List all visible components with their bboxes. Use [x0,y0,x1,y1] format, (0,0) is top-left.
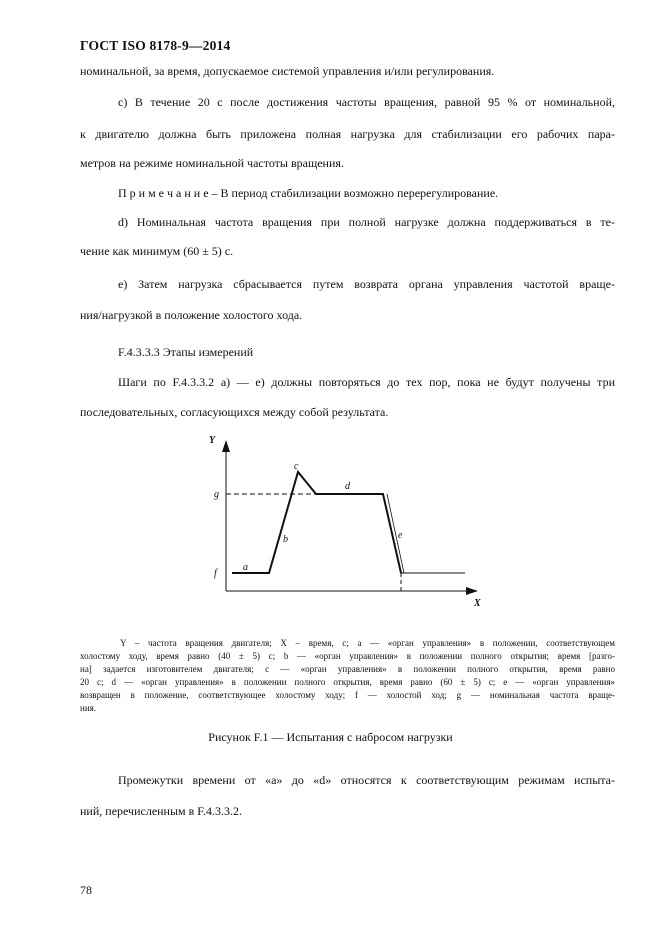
steps-line-2: последовательных, согласующихся между собой результата. [80,405,389,419]
caption-line-4: 20 с; d — «орган управления» в положении полного открытия, время равно (60 ± 5) с; e — «орган управления» [80,677,615,687]
figure-title: Рисунок F.1 — Испытания с набросом нагрузки [208,730,453,744]
level-f-label: f [214,568,217,579]
closing-line-1: Промежутки времени от «a» до «d» относятся к соответствующим режимам испыта- [118,773,615,787]
segment-e-label: e [398,530,403,541]
caption-line-3: на] задается изготовителем двигателя; c — «орган управления» в положении полного открытия, время равно [80,664,615,674]
y-axis-label: Y [209,435,216,446]
closing-line-2: ний, перечисленным в F.4.3.3.2. [80,804,243,818]
caption-line-1: Y – частота вращения двигателя; X – время, c; a — «орган управления» в положении, соответствующем [120,638,615,648]
caption-line-5: возвращен в положение, соответствующее холостому ходу; f — холостой ход; g — номинальная частота враще- [80,690,615,700]
paragraph-continuation: номинальной, за время, допускаемое системой управления и/или регулирования. [80,64,495,78]
caption-line-6: ния. [80,703,97,713]
item-d-line-1: d) Номинальная частота вращения при полной нагрузке должна поддерживаться в те- [118,215,615,229]
section-heading: F.4.3.3.3 Этапы измерений [118,345,254,359]
segment-b-label: b [283,534,288,545]
segment-c-label: c [294,461,299,472]
item-d-line-2: чение как минимум (60 ± 5) с. [80,244,234,258]
document-header: ГОСТ ISO 8178-9—2014 [80,38,231,53]
item-e-line-2: ния/нагрузкой в положение холостого хода. [80,308,303,322]
steps-line-1: Шаги по F.4.3.3.2 a) — e) должны повторяться до тех пор, пока не будут получены три [118,375,615,389]
y-axis-arrow [222,440,230,452]
page-number: 78 [80,883,92,897]
x-axis-label: X [474,598,481,609]
load-profile-curve [232,472,401,573]
item-c-line-1: c) В течение 20 с после достижения частоты вращения, равной 95 % от номинальной, [118,95,615,109]
note: П р и м е ч а н и е – В период стабилизации возможно перерегулирование. [118,186,499,200]
segment-d-label: d [345,481,350,492]
caption-line-2: холостому ходу, время равно (40 ± 5) с; b — «орган управления» в положении полного открытия; время [разго- [80,651,615,661]
item-c-line-2: к двигателю должна быть приложена полная нагрузка для стабилизации его рабочих пара- [80,127,615,141]
segment-a-label: a [243,562,248,573]
item-c-line-3: метров на режиме номинальной частоты вращения. [80,156,344,170]
x-axis-arrow [466,587,478,595]
level-g-label: g [214,489,219,500]
item-e-line-1: e) Затем нагрузка сбрасывается путем возврата органа управления частотой враще- [118,277,615,291]
